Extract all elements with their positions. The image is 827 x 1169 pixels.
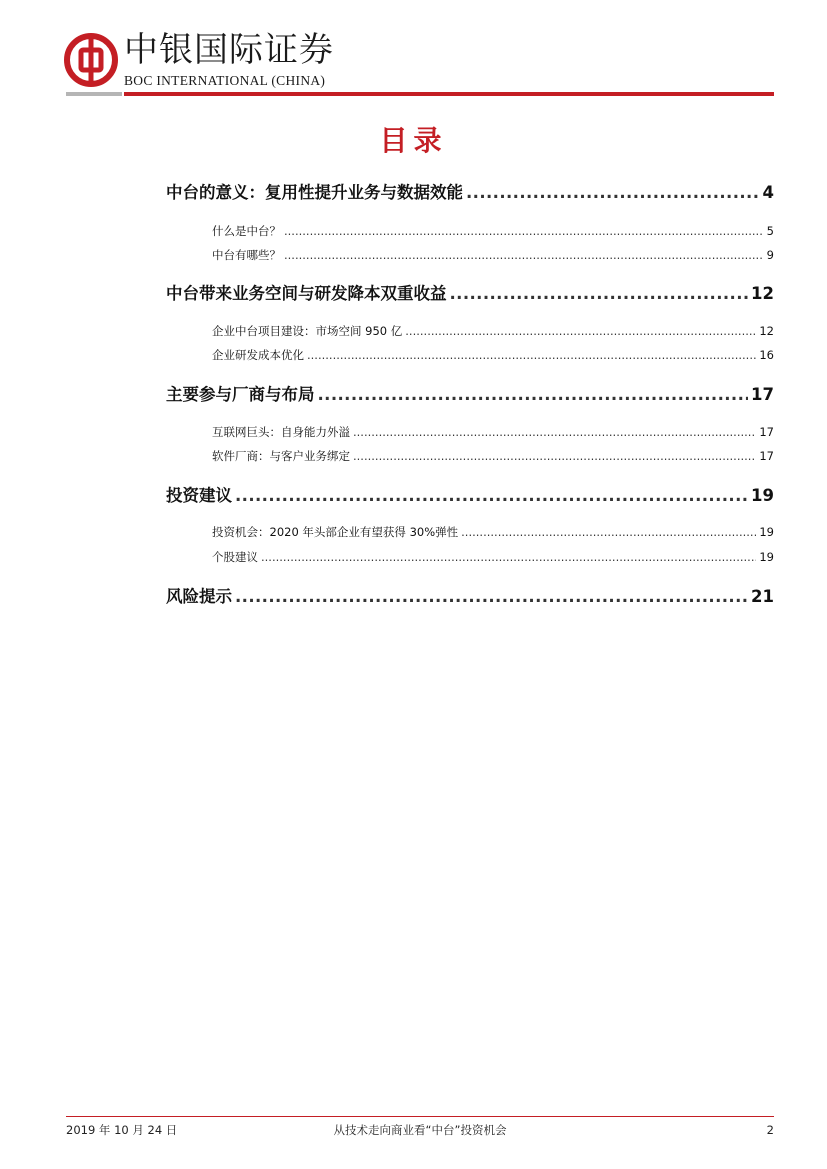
toc-entry[interactable] xyxy=(212,524,774,540)
footer-page-number: 2 xyxy=(766,1123,774,1137)
footer-date: 2019 年 10 月 24 日 xyxy=(66,1123,178,1137)
toc-entry-page: 19 xyxy=(759,550,774,564)
toc-entry[interactable] xyxy=(166,384,774,406)
toc-entry-text: 风险提示 xyxy=(166,587,232,606)
toc-entry-text: 中台的意义：复用性提升业务与数据效能 xyxy=(166,183,463,202)
toc-entry-page: 19 xyxy=(759,525,774,539)
toc-entry-page: 12 xyxy=(751,284,774,303)
toc-entry-page: 17 xyxy=(759,449,774,463)
toc-entry[interactable] xyxy=(212,223,774,239)
toc-entry-text: 企业中台项目建设：市场空间 950 亿 xyxy=(212,324,403,338)
toc-entry[interactable] xyxy=(212,323,774,339)
toc-dot-leader xyxy=(353,424,756,440)
footer-rule xyxy=(66,1116,774,1117)
brand-name-en: BOC INTERNATIONAL (CHINA) xyxy=(124,73,326,88)
toc-entry-text: 互联网巨头：自身能力外溢 xyxy=(212,425,350,439)
toc-entry[interactable] xyxy=(166,586,774,608)
toc-entry-page: 19 xyxy=(751,486,774,505)
toc-entry[interactable] xyxy=(212,424,774,440)
toc-dot-leader xyxy=(353,448,756,464)
toc-title: 目录 xyxy=(379,124,448,157)
page-footer xyxy=(66,1121,774,1139)
toc-entry-text: 企业研发成本优化 xyxy=(212,348,304,362)
toc-entry-text: 中台带来业务空间与研发降本双重收益 xyxy=(166,284,447,303)
toc-entry-page: 9 xyxy=(766,248,774,262)
toc-entry-page: 4 xyxy=(762,183,774,202)
toc-entry[interactable] xyxy=(212,448,774,464)
toc-entry-page: 17 xyxy=(759,425,774,439)
toc-entry-page: 12 xyxy=(759,324,774,338)
toc-entry-text: 个股建议 xyxy=(212,550,258,564)
toc-dot-leader xyxy=(235,485,748,507)
brand-name-cn: 中银国际证券 xyxy=(124,30,334,70)
toc-dot-leader xyxy=(461,524,756,540)
toc-entry[interactable] xyxy=(212,347,774,363)
toc-dot-leader xyxy=(284,223,764,239)
toc-entry-text: 主要参与厂商与布局 xyxy=(166,385,315,404)
page-header xyxy=(0,0,827,100)
toc-entry-text: 什么是中台？ xyxy=(212,224,281,238)
toc-dot-leader xyxy=(261,549,756,565)
toc-entry[interactable] xyxy=(166,485,774,507)
toc-entry[interactable] xyxy=(212,247,774,263)
toc-entry-text: 软件厂商：与客户业务绑定 xyxy=(212,449,350,463)
toc-entry[interactable] xyxy=(166,283,774,305)
toc-dot-leader xyxy=(284,247,764,263)
header-rule-gray xyxy=(66,92,122,96)
toc-dot-leader xyxy=(235,586,748,608)
toc-entry-page: 5 xyxy=(766,224,774,238)
toc-dot-leader xyxy=(318,384,749,406)
toc-dot-leader xyxy=(450,283,749,305)
toc-dot-leader xyxy=(307,347,756,363)
toc-entry[interactable] xyxy=(212,549,774,565)
toc-entry-page: 17 xyxy=(751,385,774,404)
toc-entry-text: 投资建议 xyxy=(166,486,232,505)
footer-report-title: 从技术走向商业看“中台”投资机会 xyxy=(333,1123,507,1137)
toc-dot-leader xyxy=(405,323,756,339)
toc-dot-leader xyxy=(466,182,760,204)
header-rule-red xyxy=(124,92,774,96)
toc-entry-text: 中台有哪些？ xyxy=(212,248,281,262)
toc-entry-text: 投资机会：2020 年头部企业有望获得 30%弹性 xyxy=(212,525,459,539)
boc-logo-icon xyxy=(64,33,118,87)
toc-entry-page: 16 xyxy=(759,348,774,362)
toc-entry[interactable] xyxy=(166,182,774,204)
toc-entry-page: 21 xyxy=(751,587,774,606)
